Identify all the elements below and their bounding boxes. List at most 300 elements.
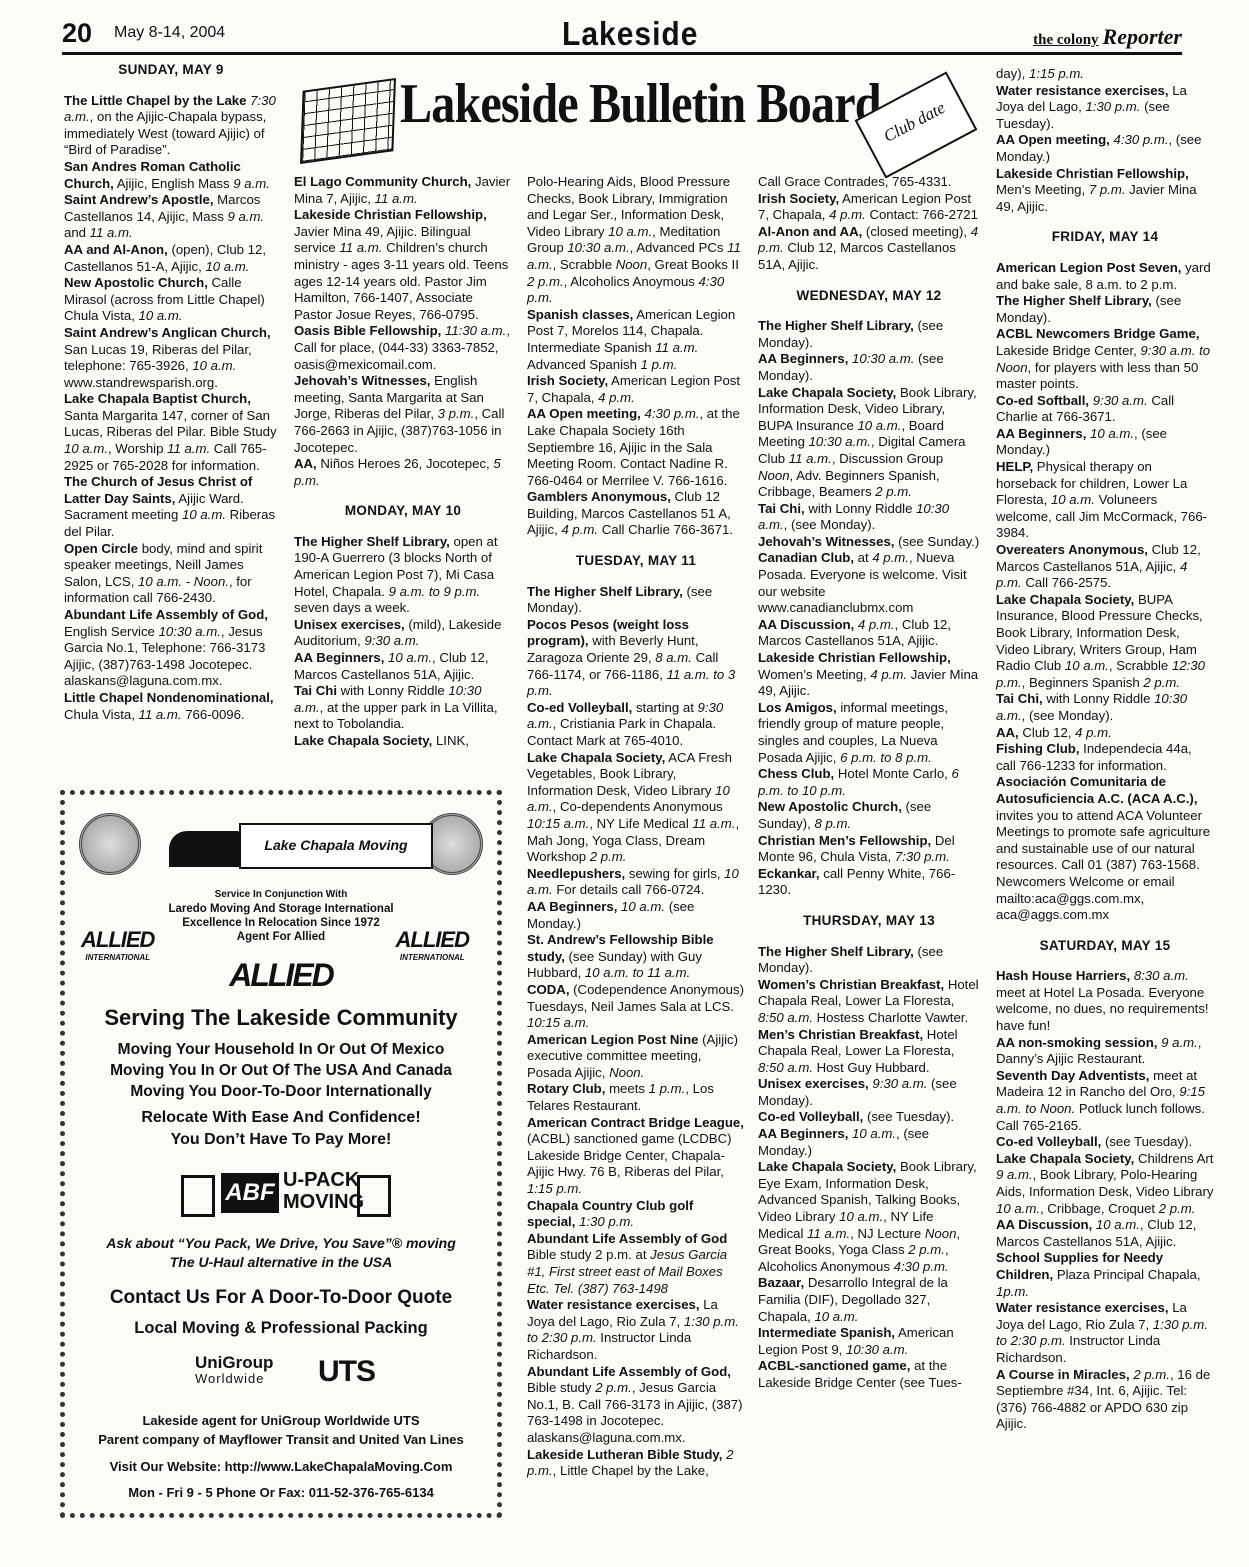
listing-text: , Call 766-2663 in Ajijic, (387)763-1056 in Jocotepec. — [294, 406, 505, 455]
moving-line: Moving You Door-To-Door Internationally — [130, 1083, 432, 1100]
listing-text: Noon. — [609, 1064, 645, 1080]
listing-text: Jesus Garcia #1, First street east of Mail Boxes Etc. Tel. (387) 763-1498 — [527, 1247, 728, 1296]
listing-text: , Alcoholics Anoymous — [563, 273, 699, 289]
listing-text: Santa Margarita 147, corner of San Lucas, Riberas del Pilar. Bible Study — [64, 407, 277, 440]
listing-text: 10 a.m. — [388, 650, 433, 666]
listing-text: Riberas del Pilar. — [64, 507, 276, 540]
listing-text: 10 a.m. — [64, 441, 108, 457]
listing-name: AA, — [294, 456, 317, 472]
listing-name: Hash House Harriers, — [996, 968, 1131, 984]
listing-text: , Little Chapel by the Lake, — [552, 1463, 709, 1479]
listing-text: meets — [605, 1081, 649, 1097]
listing-text: 10:30 a.m. — [996, 691, 1188, 723]
listing-text: 11 a.m. — [339, 240, 383, 256]
unigroup-worldwide: Worldwide — [195, 1371, 265, 1386]
listing-text: www.standrewsparish.org. — [64, 374, 218, 390]
listing-text: , Worship — [107, 441, 168, 457]
listing-entry — [64, 93, 278, 159]
listing-text: Javier Mina 49, Ajijic. — [758, 666, 979, 699]
listing-text: , NJ Lecture — [850, 1225, 925, 1241]
listing-name: AA Open meeting, — [996, 132, 1110, 148]
listing-entry — [758, 833, 980, 866]
listing-text: 10 a.m. — [1095, 1217, 1140, 1233]
listing-name: Abundant Life Assembly of God, — [64, 607, 268, 622]
listing-text: 10 a.m. — [621, 898, 666, 914]
listing-name: Abundant Life Assembly of God, — [527, 1363, 731, 1379]
listing-text: 10 a.m. — [1050, 492, 1095, 508]
listing-name: Lake Chapala Baptist Church, — [64, 391, 251, 407]
listing-text: Ajijic Ward. Sacrament meeting — [64, 490, 244, 523]
listing-text: Voluneers welcome, call Jim McCormack, 766-3984. — [996, 492, 1208, 541]
listing-text: 766-0096. — [181, 706, 245, 722]
listing-name: Saint Andrew’s Apostle, — [64, 192, 214, 208]
listing-text: San Lucas 19, Riberas del Pilar, telephone: 765-3926, — [64, 341, 252, 374]
moving-line: Moving You In Or Out Of The USA And Canada — [110, 1062, 452, 1079]
listing-entry — [996, 1151, 1214, 1217]
listing-entry — [996, 741, 1214, 774]
listing-text: , for players with less than 50 master points. — [996, 359, 1199, 392]
listing-text: 9 a.m. — [996, 1167, 1033, 1183]
listing-name: The Higher Shelf Library, — [527, 583, 683, 599]
listing-entry — [294, 650, 512, 683]
listing-text: 10:30 a.m. — [758, 500, 950, 533]
listing-entry — [996, 1250, 1214, 1300]
paper-prefix: the colony — [1033, 32, 1099, 48]
listing-text: 9:30 a.m. — [1092, 392, 1148, 408]
listing-text: , (see Monday). — [1021, 707, 1114, 723]
listing-text: , Scrabble — [1108, 658, 1172, 674]
listing-name: Irish Society, — [527, 373, 609, 389]
listing-text: Independecia 44a, call 766-1233 for information. — [996, 741, 1192, 773]
listing-name: Lake Chapala Society, — [294, 733, 433, 748]
listing-name: AA Open meeting, — [527, 406, 641, 422]
listing-text: 5 p.m. — [294, 456, 501, 488]
listing-name: AA Discussion, — [758, 616, 855, 632]
moving-line: Moving Your Household In Or Out Of Mexico — [117, 1041, 445, 1058]
listing-text: 4 p.m. — [872, 550, 909, 566]
listing-text: 10 a.m. to 11 a.m. — [584, 965, 691, 981]
listing-entry — [294, 534, 512, 617]
listing-text: , Jesus Garcia No.1, B. Call 766-3173 in Ajijic, (387) 763-1498 in Jocotepec. alaskans@laguna.com.mx. — [527, 1380, 743, 1445]
listing-text: (see Monday.) — [527, 898, 695, 931]
contact-headline: Contact Us For A Door-To-Door Quote — [109, 1287, 453, 1308]
listing-text: Hostess Charlotte Vawter. — [812, 1009, 969, 1025]
service-company: Laredo Moving And Storage International — [168, 903, 394, 915]
listing-entry — [64, 607, 278, 690]
listing-text: 11 a.m. — [89, 225, 133, 241]
relocate-line: You Don’t Have To Pay More! — [170, 1131, 392, 1148]
agent-line: Agent For Allied — [236, 931, 326, 943]
house-left-icon — [181, 1175, 215, 1217]
listing-text: informal meetings, friendly group of mature people, singles and couples, La Nueva Posada Ajijic, — [758, 699, 949, 765]
day-heading: SUNDAY, MAY 9 — [118, 62, 224, 77]
listing-name: Christian Men’s Fellowship, — [758, 832, 932, 848]
listing-text: Bible study 2 p.m. at — [527, 1247, 651, 1263]
listing-text: American Legion Post 9, — [758, 1325, 954, 1357]
listing-text: 1:15 p.m. — [527, 1181, 582, 1197]
listing-text: 1 p.m. — [640, 356, 678, 372]
listing-text: and — [64, 225, 90, 241]
listing-text: Plaza Principal Chapala, — [1053, 1266, 1201, 1282]
listing-entry — [758, 351, 980, 384]
listing-text: 11 a.m. — [692, 815, 736, 831]
listing-text: body, mind and spirit speaker meetings, Neill James Salon, LCS, — [64, 540, 263, 589]
listing-entry — [996, 1217, 1214, 1250]
listing-text: Calle Mirasol (across from Little Chapel) Chula Vista, — [64, 275, 265, 324]
listing-entry — [996, 66, 1214, 83]
listing-text: open at 190-A Guerrero (3 blocks North of American Legion Post 7), Mi Casa Hotel, Chapala. — [294, 533, 498, 599]
listing-name: Lake Chapala Society, — [996, 591, 1135, 607]
listing-entry — [758, 501, 980, 534]
listing-name: Women’s Christian Breakfast, — [758, 976, 945, 992]
listing-name: Water resistance exercises, — [527, 1297, 700, 1313]
listing-name: The Church of Jesus Christ of Latter Day Saints, — [64, 474, 253, 506]
listing-name: Los Amigos, — [758, 699, 837, 715]
listing-text: Childrens Art — [1134, 1150, 1214, 1166]
listing-name: AA, — [996, 724, 1019, 740]
listing-entry — [527, 1297, 745, 1363]
listing-entry — [527, 1364, 745, 1447]
listing-text: 11 a.m. to 3 p.m. — [527, 666, 736, 699]
listing-text: 10 a.m. — [839, 1209, 884, 1225]
listing-text: 10 a.m. — [857, 417, 902, 433]
bulletin-board-banner — [296, 68, 986, 173]
listing-text: For details call 766-0724. — [552, 882, 705, 898]
listing-entry — [64, 159, 278, 192]
listing-name: The Higher Shelf Library, — [758, 943, 914, 959]
listing-entry — [758, 534, 980, 551]
listing-text: 10:30 a.m. — [294, 683, 482, 715]
listing-name: New Apostolic Church, — [758, 799, 902, 815]
listing-text: , Alcoholics Anonymous — [758, 1242, 949, 1274]
listing-text: 11 a.m. — [807, 1225, 851, 1241]
listing-entry — [527, 982, 745, 1032]
listing-text: , Co-dependents Anonymous — [552, 799, 723, 815]
listing-entry — [996, 326, 1214, 392]
listing-entry — [527, 373, 745, 406]
listing-text: Ajijic, English Mass — [113, 175, 234, 191]
listing-entry — [527, 899, 745, 932]
listing-name: AA Beginners, — [996, 425, 1087, 441]
listing-text: 8:50 a.m. — [758, 1059, 813, 1075]
listing-text: , Danny’s Ajijic Restaurant. — [996, 1034, 1202, 1067]
listing-entry — [758, 174, 980, 191]
listing-text: 9 a.m. — [233, 175, 270, 191]
listing-text: , at the Lake Chapala Society 16th Septiembre 16, Ajijic in the Sala Meeting Room. Contact Nadine R. 766-0464 or Merrilee V. 766-1616. — [527, 406, 740, 488]
listing-entry — [527, 932, 745, 982]
unigroup-logo — [195, 1353, 375, 1393]
issue-date: May 8-14, 2004 — [114, 24, 226, 41]
listing-text: Javier Mina 49, Ajijic. Bilingual service — [294, 223, 471, 256]
listing-name: AA non-smoking session, — [996, 1034, 1158, 1050]
listing-text: (closed meeting), — [862, 223, 971, 239]
listing-text: 2 p.m. — [589, 849, 627, 865]
section-title: Lakeside — [562, 16, 699, 53]
listing-text: 2 p.m. — [1158, 1200, 1196, 1216]
listing-entry — [758, 799, 980, 832]
listing-text: 10:15 a.m. — [527, 1015, 590, 1031]
website-line: Visit Our Website: http://www.LakeChapalaMoving.Com — [109, 1459, 453, 1474]
listing-text: , 16 de Septiembre #34, Int. 6, Ajijic. Tel: (376) 766-4882 or APDO 630 zip Ajijic. — [996, 1366, 1211, 1432]
truck-label: Lake Chapala Moving — [239, 823, 433, 869]
listing-text: 11:30 a.m. — [444, 323, 507, 339]
paper-logo — [1033, 24, 1182, 50]
listing-text: (see Monday). — [758, 1076, 957, 1108]
listing-text: 12:30 p.m. — [996, 658, 1205, 690]
listing-text: (see Sunday) with Guy Hubbard, — [527, 948, 702, 981]
listing-entry — [996, 968, 1214, 1034]
listing-text: 9:30 a.m. — [872, 1076, 928, 1092]
listing-text: meet at Madeira 12 in Rancho del Oro, — [996, 1067, 1198, 1100]
listing-entry — [758, 318, 980, 351]
truck-cab — [169, 831, 241, 867]
listing-text: , (see Monday.) — [996, 425, 1168, 458]
unigroup-name: UniGroup — [195, 1353, 274, 1372]
allied-logo-big: ALLIED — [229, 957, 333, 993]
listing-text: (see Monday). — [758, 351, 944, 383]
listing-entry — [758, 550, 980, 616]
listing-text: , NY Life Medical — [758, 1209, 934, 1241]
listing-text: 4 p.m. — [829, 207, 866, 223]
listing-entry — [996, 459, 1214, 542]
listing-text: 10:15 a.m. — [527, 815, 590, 831]
allied-left-text: ALLIED — [81, 927, 155, 952]
listing-entry — [996, 166, 1214, 216]
listing-name: Men’s Christian Breakfast, — [758, 1026, 924, 1042]
listing-name: Tai Chi, — [758, 500, 805, 516]
listing-text: Club 12 Building, Marcos Castellanos 51 A, Ajijic, — [527, 489, 731, 538]
listing-entry — [527, 1231, 745, 1297]
listing-name: AA and Al-Anon, — [64, 241, 168, 257]
listing-text: 4 p.m. — [857, 616, 895, 632]
seal-left-icon — [79, 813, 141, 875]
listing-text: , (see Monday). — [783, 517, 876, 533]
listing-text: Men’s Meeting, — [996, 182, 1089, 198]
listing-text: (Ajijic) executive committee meeting, Posada Ajijic, — [527, 1031, 739, 1080]
listing-entry — [758, 1275, 980, 1325]
listing-text: Hotel Chapala Real, Lower La Floresta, — [758, 1026, 958, 1059]
day-heading: MONDAY, MAY 10 — [344, 503, 462, 519]
listing-text: (see Monday). — [758, 318, 944, 350]
listing-text: 9 a.m. to 9 p.m. — [388, 583, 481, 599]
listing-text: ACA Fresh Vegetables, Book Library, Information Desk, Video Library — [527, 749, 732, 798]
listing-text: with Beverly Hunt, Zaragoza Oriente 29, — [527, 633, 699, 666]
listing-entry — [996, 393, 1214, 426]
listing-text: invites you to attend ACA Volunteer Meetings to promote safe agriculture and sustainable use of our natural resources. Call 01 (387) 763-1568. Newcomers Welcome or email mailto:aca@ggs.com.mx, aca@aggs.com.mx — [996, 807, 1211, 923]
listing-text: Call 765-2925 or 765-2028 for information. — [64, 441, 267, 473]
listing-name: The Higher Shelf Library, — [758, 318, 914, 334]
listing-text: 10 a.m. — [527, 782, 730, 815]
listing-name: American Legion Post Nine — [527, 1031, 699, 1047]
listing-text: 11 a.m. — [655, 339, 699, 355]
listing-text: Niños Heroes 26, Jocotepec, — [316, 456, 494, 472]
listing-name: Unisex exercises, — [294, 616, 405, 632]
listing-text: Advanced Spanish — [527, 356, 641, 372]
column-2 — [294, 174, 512, 750]
listing-entry — [527, 307, 745, 373]
listing-text: (Codependence Anonymous) Tuesdays, Neil James Sala at LCS. — [527, 981, 744, 1014]
listing-text: English Service — [64, 623, 159, 639]
listing-text: 10 a.m. — [205, 258, 250, 274]
listing-entry — [996, 725, 1214, 742]
listing-text: Physical therapy on horseback for children, Lower La Floresta, — [996, 459, 1188, 508]
listing-text: Contact: 766-2721 — [865, 207, 978, 223]
listing-text: 4 p.m. — [870, 666, 908, 682]
listing-text: with Lonny Riddle — [1042, 691, 1155, 707]
excellence-line: Excellence In Relocation Since 1972 — [182, 917, 380, 929]
listing-text: 2 p.m. — [1133, 1366, 1170, 1382]
listing-entry — [758, 1126, 980, 1159]
ask-line: The U-Haul alternative in the USA — [169, 1254, 393, 1270]
listing-text: (see Sunday.) — [894, 533, 980, 549]
listing-text: , for information call 766-2430. — [64, 573, 252, 606]
listing-text: , Discussion Group — [831, 450, 944, 466]
allied-right-sub: INTERNATIONAL — [399, 953, 465, 962]
allied-left-sub: INTERNATIONAL — [85, 953, 151, 962]
listing-text: Lakeside Bridge Center, — [996, 342, 1141, 358]
listing-text: , Mah Jong, Yoga Class, Dream Workshop — [527, 815, 740, 865]
listing-entry — [294, 323, 512, 373]
listing-name: Needlepushers, — [527, 865, 626, 881]
listing-name: El Lago Community Church, — [294, 174, 472, 189]
listing-text: 10 a.m. — [852, 1126, 897, 1142]
listing-text: 4:30 p.m. — [644, 406, 700, 422]
listing-entry — [996, 774, 1214, 923]
listing-name: Water resistance exercises, — [996, 1300, 1169, 1316]
ask-line: Ask about “You Pack, We Drive, You Save”® moving — [106, 1235, 456, 1251]
listing-entry — [527, 1081, 745, 1114]
listing-entry — [996, 426, 1214, 459]
listing-text: 8 p.m. — [814, 815, 852, 831]
listing-text: , Book Library, Polo-Hearing Aids, Information Desk, Video Library — [996, 1167, 1214, 1199]
listing-text: 4:30 p.m. — [1113, 132, 1169, 148]
listing-text: (mild), Lakeside Auditorium, — [294, 616, 502, 649]
listing-entry — [758, 1325, 980, 1358]
agent-line: Parent company of Mayflower Transit and United Van Lines — [98, 1432, 464, 1447]
page-number: 20 — [62, 18, 93, 48]
listing-name: Fishing Club, — [996, 741, 1080, 757]
listing-text: starting at — [632, 699, 698, 715]
listing-text: Desarrollo Integral de la Familia (DIF), Degollado 327, Chapala, — [758, 1275, 948, 1324]
listing-name: Lake Chapala Society, — [758, 1159, 897, 1175]
listing-name: Unisex exercises, — [758, 1076, 869, 1092]
listing-text: , Board Meeting — [758, 417, 944, 450]
day-heading: THURSDAY, MAY 13 — [803, 912, 935, 928]
listing-name: Oasis Bible Fellowship, — [294, 323, 442, 339]
listing-entry — [527, 584, 745, 617]
listing-text: Hotel Chapala Real, Lower La Floresta, — [758, 976, 979, 1009]
day-heading: FRIDAY, MAY 14 — [1051, 229, 1159, 245]
masthead — [62, 18, 1182, 55]
listing-entry — [996, 1035, 1214, 1068]
listing-text: 10 a.m. — [608, 223, 653, 239]
listing-text: 10 a.m. — [182, 507, 226, 523]
listing-text: 2 p.m. — [1143, 674, 1181, 690]
listing-text: 9:30 a.m. — [527, 699, 724, 732]
listing-entry — [996, 83, 1214, 133]
listing-text: Book Library, Information Desk, Video Library, BUPA Insurance — [758, 384, 977, 433]
listing-text: 2 p.m. — [527, 273, 564, 289]
allied-right-text: ALLIED — [395, 927, 469, 952]
listing-name: Water resistance exercises, — [996, 82, 1169, 98]
listing-text: Chula Vista, — [64, 706, 139, 722]
abf-logo: ABF — [221, 1173, 279, 1213]
listing-text: 10 a.m. — [1064, 658, 1109, 674]
listing-text: 7 p.m. — [1088, 182, 1126, 198]
listing-text: 10 a.m. — [996, 1200, 1040, 1216]
listing-name: American Contract Bridge League, — [527, 1114, 744, 1130]
listing-entry — [758, 385, 980, 501]
listing-entry — [294, 373, 512, 456]
listing-text: with Lonny Riddle — [804, 500, 917, 516]
listing-text: 11 a.m. — [788, 450, 832, 466]
listing-text: at the Lakeside Bridge Center (see Tues- — [758, 1358, 962, 1390]
listing-entry — [294, 617, 512, 650]
listing-entry — [758, 977, 980, 1027]
listing-entry — [996, 293, 1214, 326]
listing-name: Co-ed Volleyball, — [758, 1109, 864, 1125]
listing-entry — [996, 592, 1214, 692]
listing-text: 10:30 a.m. — [158, 623, 221, 639]
listing-text: , Nueva Posada. Everyone is welcome. Visit our website www.canadianclubmx.com — [758, 550, 967, 616]
listing-text: American Legion Post 7, Chapala, — [758, 190, 972, 223]
column-3 — [527, 174, 745, 1480]
listing-entry — [64, 690, 278, 723]
listing-text: 11 a.m. — [527, 240, 741, 272]
listing-text: 6 p.m. to 8 p.m. — [840, 749, 932, 765]
listing-text: 10:30 a.m. — [567, 240, 630, 256]
listing-text: (see Tuesday). — [1101, 1134, 1193, 1150]
listing-text: Call Charlie at 766-3671. — [996, 392, 1175, 425]
listing-name: Tai Chi, — [996, 691, 1043, 707]
listing-text: , Call for place, (044-33) 3363-7852, oasis@mexicomail.com. — [294, 323, 510, 372]
listing-entry — [294, 174, 512, 207]
listing-name: Jehovah’s Witnesses, — [294, 373, 431, 389]
listing-name: Intermediate Spanish, — [758, 1325, 896, 1341]
listing-text: Call 766-2575. — [1021, 575, 1112, 591]
moving-advertisement — [60, 790, 502, 1518]
listing-text: Instructor Linda Richardson. — [996, 1333, 1161, 1365]
listing-text: Book Library, Eye Exam, Information Desk, Advanced Spanish, Talking Books, Video Library — [758, 1159, 977, 1225]
listing-text: , (see Monday.) — [758, 1126, 930, 1158]
listing-text: , Advanced PCs — [629, 240, 728, 256]
column-sunday — [64, 62, 278, 723]
listing-text: 10 a.m. — [527, 865, 739, 898]
listing-name: Asociación Comunitaria de Autosuficiencia A.C. (ACA A.C.), — [996, 774, 1198, 806]
listing-entry — [294, 733, 512, 750]
listing-name: Lakeside Christian Fellowship, — [758, 650, 951, 666]
listing-text: 9 a.m. — [227, 208, 265, 224]
listing-entry — [64, 325, 278, 391]
listing-entry — [996, 1068, 1214, 1134]
listing-text: 1:30 p.m. — [1085, 99, 1141, 115]
listing-name: HELP, — [996, 459, 1034, 475]
listing-text: Noon — [615, 256, 648, 272]
listing-entry — [527, 489, 745, 539]
listing-name: Little Chapel Nondenominational, — [64, 689, 274, 705]
listing-text: , Digital Camera Club — [758, 434, 966, 466]
listing-text: meet at Hotel La Posada. Everyone welcome, no dues, no requirements! have fun! — [996, 984, 1209, 1034]
listing-name: AA Beginners, — [758, 1126, 849, 1142]
listing-text: Call Charlie 766-3671. — [598, 522, 733, 538]
listing-entry — [996, 542, 1214, 592]
listing-name: Lakeside Christian Fellowship, — [996, 165, 1189, 181]
listing-text: 1:30 p.m. to 2:30 p.m. — [527, 1313, 739, 1346]
listing-entry — [758, 1358, 980, 1391]
service-line: Service In Conjunction With — [214, 889, 348, 900]
listing-name: Irish Society, — [758, 190, 840, 206]
listing-name: Lake Chapala Society, — [758, 384, 897, 400]
